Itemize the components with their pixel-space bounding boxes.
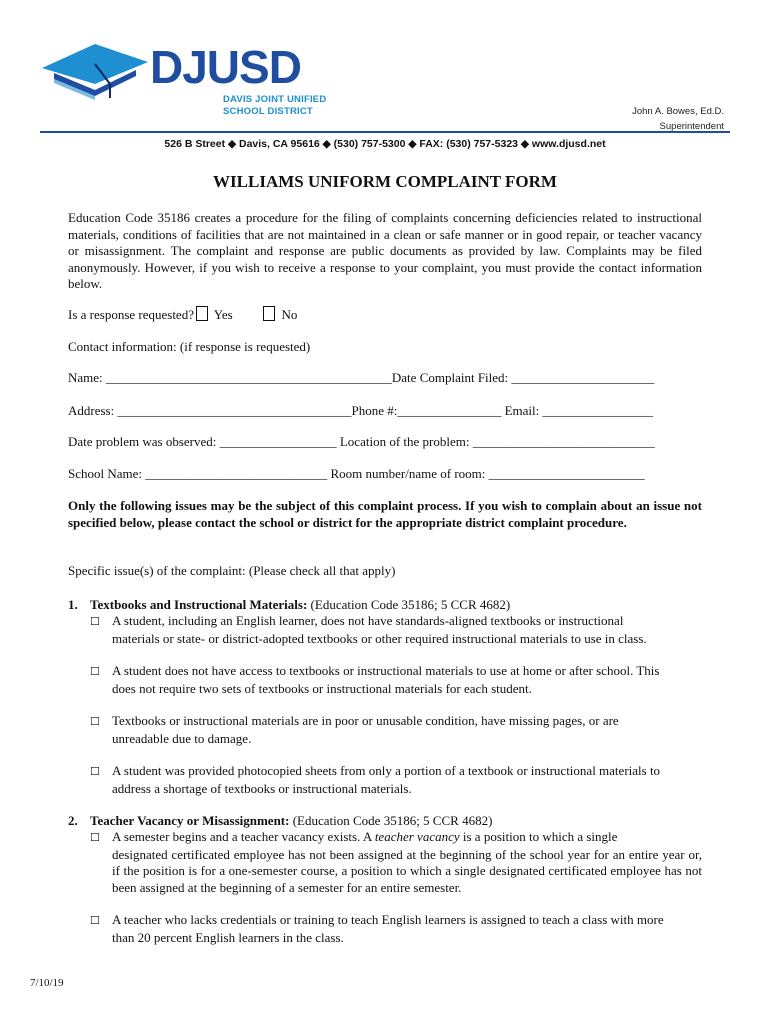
section-1-title: Textbooks and Instructional Materials: xyxy=(90,597,308,612)
logo-subtitle-line-1: DAVIS JOINT UNIFIED xyxy=(223,94,327,105)
logo-subtitle-line-2: SCHOOL DISTRICT xyxy=(223,106,313,117)
school-room-field-row[interactable]: School Name: ____________________________ Room number/name of room: ________________________ xyxy=(68,466,645,481)
checkbox-icon[interactable]: ☐ xyxy=(90,765,100,778)
item-text-continued: does not require two sets of textbooks or instructional materials for each student. xyxy=(112,680,532,696)
no-label: No xyxy=(281,307,298,322)
name-date-field-row[interactable]: Name: ____________________________________________Date Complaint Filed: ______________________ xyxy=(68,370,655,385)
form-title: WILLIAMS UNIFORM COMPLAINT FORM xyxy=(213,172,557,191)
item-text-continued: unreadable due to damage. xyxy=(112,730,252,746)
section-1-heading xyxy=(90,597,510,613)
intro-paragraph: Education Code 35186 creates a procedure for the filing of complaints concerning deficiencies related to instructional materials, conditions of facilities that are not maintained in a clean or safe manner or in good repair, or teacher vacancy or misassignment. The complaint and response are public documents as provided by law. Complaints may be filed anonymously. However, if you wish to receive a response to your complaint, you must provide the contact information below. xyxy=(68,210,702,291)
no-checkbox[interactable] xyxy=(263,306,275,321)
item-text: A student, including an English learner, does not have standards-aligned textbooks or instructional xyxy=(112,613,624,628)
item-text: Textbooks or instructional materials are in poor or unusable condition, have missing pages, or are xyxy=(112,713,619,728)
section-2-item-2[interactable] xyxy=(90,912,702,946)
superintendent-name: John A. Bowes, Ed.D. xyxy=(632,106,724,117)
superintendent-title: Superintendent xyxy=(659,121,724,132)
superintendent-block xyxy=(632,104,724,134)
item-text-continued: designated certificated employee has not been assigned at the beginning of the school year for an entire year or, if the position is for a one-semester course, a position to which a single designated certificated employee has not been assigned at the beginning of a semester for an entire semester. xyxy=(112,846,702,895)
checkbox-icon[interactable]: ☐ xyxy=(90,914,100,927)
section-1-reference: (Education Code 35186; 5 CCR 4682) xyxy=(307,597,511,612)
item-text: A teacher who lacks credentials or training to teach English learners is assigned to teach a class with more xyxy=(112,912,664,927)
teacher-vacancy-term: teacher vacancy xyxy=(374,829,460,844)
header-divider xyxy=(40,131,730,133)
response-requested-row xyxy=(68,306,708,323)
item-text: A semester begins and a teacher vacancy exists. A xyxy=(112,829,375,844)
section-2-reference: (Education Code 35186; 5 CCR 4682) xyxy=(289,813,493,828)
item-text-continued: than 20 percent English learners in the class. xyxy=(112,929,344,945)
address-phone-email-field-row[interactable]: Address: ____________________________________Phone #:________________ Email: _________________ xyxy=(68,403,653,418)
section-2-number: 2. xyxy=(68,813,78,828)
checkbox-icon[interactable]: ☐ xyxy=(90,665,100,678)
checkbox-icon[interactable]: ☐ xyxy=(90,615,100,628)
section-2-title: Teacher Vacancy or Misassignment: xyxy=(90,813,290,828)
checkbox-icon[interactable]: ☐ xyxy=(90,715,100,728)
item-text: A student was provided photocopied sheets from only a portion of a textbook or instructional materials to xyxy=(112,763,661,778)
item-text-continued: materials or state- or district-adopted textbooks or other required instructional materials to use in class. xyxy=(112,630,647,646)
date-location-field-row[interactable]: Date problem was observed: __________________ Location of the problem: ____________________________ xyxy=(68,434,655,449)
section-1-item-3[interactable] xyxy=(90,713,702,747)
section-1-number: 1. xyxy=(68,597,78,612)
item-text: A student does not have access to textbooks or instructional materials to use at home or after school. This xyxy=(112,663,660,678)
contact-info-label: Contact information: (if response is requested) xyxy=(68,339,311,354)
section-1-item-2[interactable] xyxy=(90,663,702,697)
section-2-item-1[interactable] xyxy=(90,829,702,896)
section-1-item-1[interactable] xyxy=(90,613,702,647)
checkbox-icon[interactable]: ☐ xyxy=(90,831,100,844)
footer-revision-date: 7/10/19 xyxy=(30,977,64,989)
eligibility-notice: Only the following issues may be the subject of this complaint process. If you wish to complain about an issue not specified below, please contact the school or district for the appropriate district complaint procedure. xyxy=(68,498,702,530)
district-address-line: 526 B Street ◆ Davis, CA 95616 ◆ (530) 757-5300 ◆ FAX: (530) 757-5323 ◆ www.djusd.net xyxy=(164,138,606,150)
graduation-cap-logo-icon xyxy=(40,40,150,100)
item-text-continued: address a shortage of textbooks or instructional materials. xyxy=(112,780,412,796)
response-question: Is a response requested? xyxy=(68,307,194,322)
yes-checkbox[interactable] xyxy=(196,306,208,321)
section-2-heading xyxy=(90,813,492,829)
item-text-end: is a position to which a single xyxy=(459,829,618,844)
district-logo-wordmark: DJUSD xyxy=(150,41,301,93)
district-logo-subtitle xyxy=(223,94,326,118)
yes-label: Yes xyxy=(213,307,233,322)
section-1-item-4[interactable] xyxy=(90,763,702,797)
specific-issues-label: Specific issue(s) of the complaint: (Please check all that apply) xyxy=(68,563,396,578)
